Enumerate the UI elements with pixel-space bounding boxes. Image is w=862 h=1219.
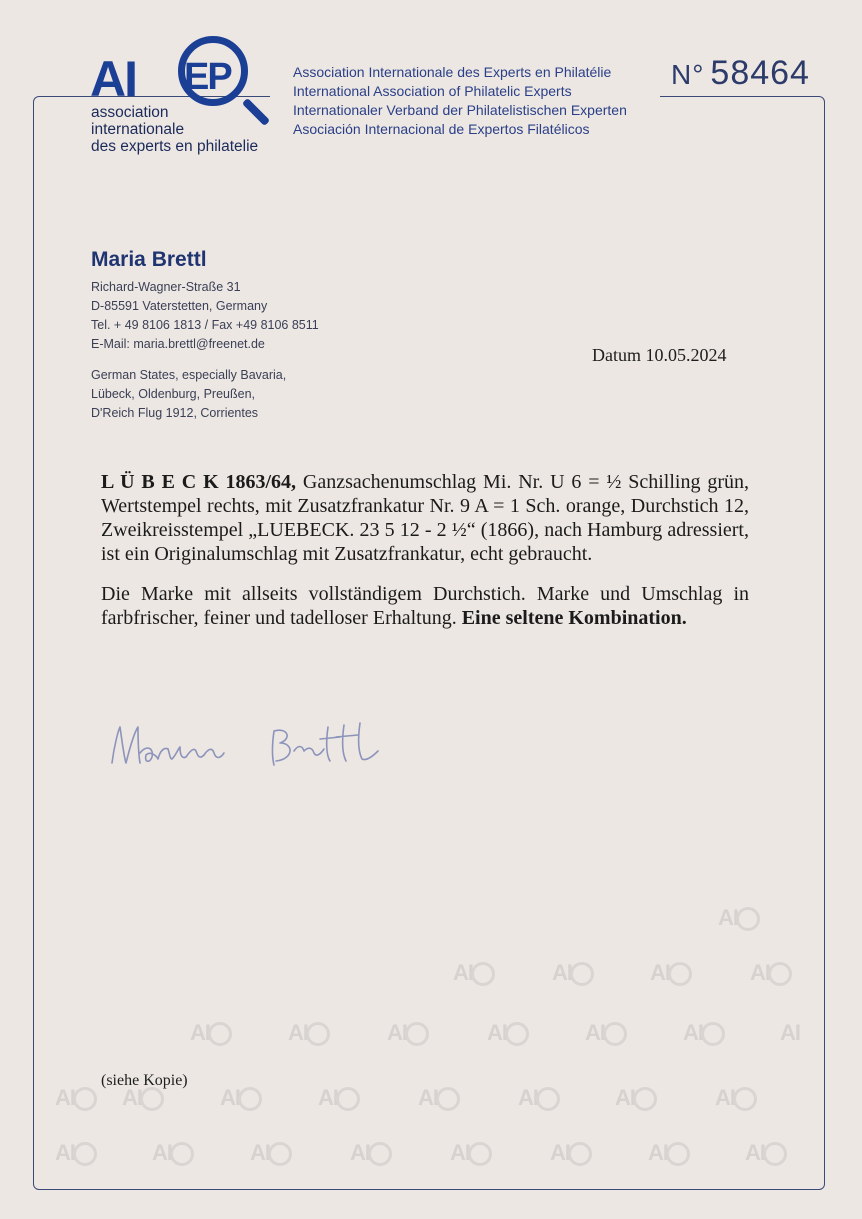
item-heading: L Ü B E C K 1863/64, — [101, 471, 297, 493]
watermark-pattern: AI AI AI AI AI AI AI AI AI AI AI AI AI AI AI AI AI AI AI AI AI AI AI AI AI AI AI AI — [55, 905, 800, 1165]
expert-block — [91, 248, 319, 354]
contact-line: D-85591 Vaterstetten, Germany — [91, 299, 268, 313]
expert-name: Maria Brettl — [91, 248, 207, 271]
specialty-line: Lübeck, Oldenburg, Preußen, — [91, 387, 255, 401]
association-names — [293, 63, 627, 139]
expert-specialty — [91, 366, 286, 423]
specialty-line: D'Reich Flug 1912, Corrientes — [91, 406, 259, 420]
certificate-body — [101, 470, 749, 630]
see-copy-note: (siehe Kopie) — [101, 1072, 188, 1089]
specialty-line: German States, especially Bavaria, — [91, 368, 287, 382]
logo-subtitle-line: association — [91, 104, 169, 121]
condition-paragraph — [101, 582, 749, 630]
association-name-de: Internationaler Verband der Philatelistischen Experten — [293, 102, 627, 118]
number-symbol: N° — [671, 59, 705, 90]
contact-line: Tel. + 49 8106 1813 / Fax +49 8106 8511 — [91, 318, 319, 332]
rarity-statement: Eine seltene Kombination. — [461, 607, 687, 629]
association-name-en: International Association of Philatelic Experts — [293, 83, 572, 99]
description-paragraph — [101, 470, 749, 566]
certificate-number — [671, 54, 810, 93]
handwritten-signature — [104, 717, 394, 783]
logo-subtitle-line: internationale — [91, 121, 185, 138]
aiep-logo — [88, 36, 273, 171]
condition-text: Die Marke mit allseits vollständigem Durchstich. Marke und Umschlag in farbfrischer, feiner und tadelloser Erhaltung. — [101, 583, 749, 629]
number-value: 58464 — [710, 54, 810, 92]
association-name-fr: Association Internationale des Experts en Philatélie — [293, 64, 612, 80]
logo-subtitle-line: des experts en philatelie — [91, 138, 259, 155]
association-name-es: Asociación Internacional de Expertos Filatélicos — [293, 121, 590, 137]
certificate-date: Datum 10.05.2024 — [592, 345, 727, 365]
contact-line: E-Mail: maria.brettl@freenet.de — [91, 337, 265, 351]
contact-line: Richard-Wagner-Straße 31 — [91, 280, 241, 294]
description-text: Ganzsachenumschlag Mi. Nr. U 6 = ½ Schilling grün, Wertstempel rechts, mit Zusatzfrankatur Nr. 9 A = 1 Sch. orange, Durchstich 12, Zweikreisstempel „LUEBECK. 23 5 12 - 2 ½“ (1866), nach Hamburg adressiert, ist ein Originalumschlag mit Zusatzfrankatur, echt gebraucht. — [101, 471, 749, 565]
logo-subtitle — [91, 104, 258, 155]
expert-contact — [91, 278, 319, 354]
logo-ai-text: AI — [90, 51, 136, 107]
logo-ep-text: EP — [184, 56, 231, 98]
